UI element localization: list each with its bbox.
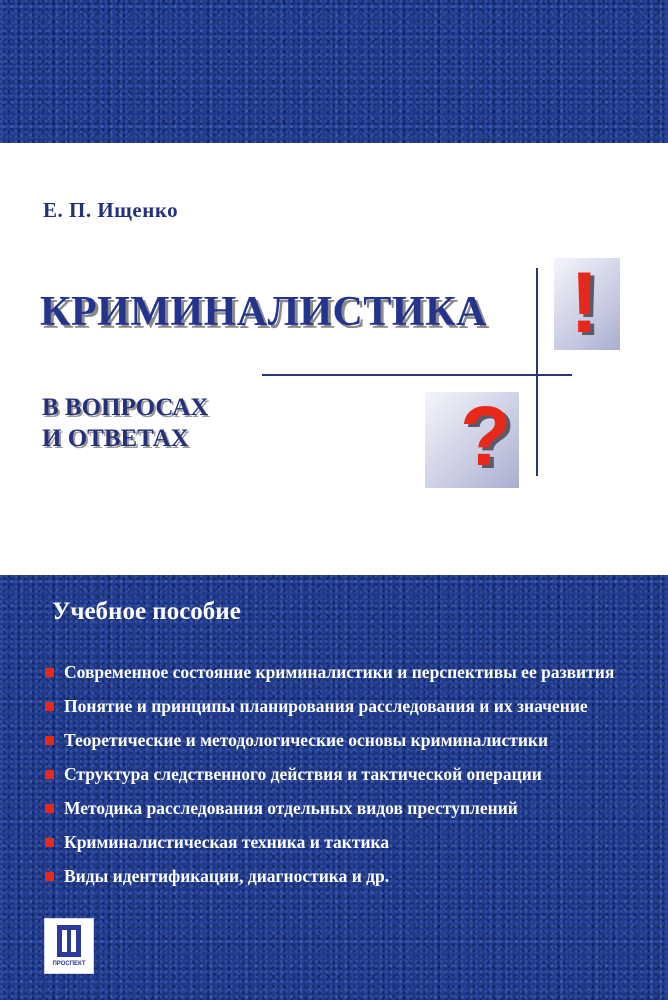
publisher-logo-icon (57, 925, 81, 957)
topic-text: Теоретические и методологические основы криминалистики (64, 729, 549, 750)
red-square-bullet-icon (45, 770, 54, 779)
topic-text: Криминалистическая техника и тактика (64, 831, 390, 852)
red-square-bullet-icon (45, 872, 54, 881)
list-item (45, 825, 614, 859)
subtitle-line-2: И ОТВЕТАХ (42, 425, 189, 452)
list-item (45, 723, 614, 757)
book-title: КРИМИНАЛИСТИКА (40, 289, 487, 335)
topic-text: Понятие и принципы планирования расследования и их значение (64, 695, 588, 716)
topic-text: Методика расследования отдельных видов преступлений (64, 797, 518, 818)
red-square-bullet-icon (45, 804, 54, 813)
list-item (45, 757, 614, 791)
red-square-bullet-icon (45, 736, 54, 745)
question-mark-icon: ? (460, 389, 512, 483)
list-item (45, 791, 614, 825)
publisher-logo (44, 918, 94, 974)
topics-list (45, 655, 614, 893)
topic-text: Виды идентификации, диагностика и др. (64, 865, 390, 886)
list-item (45, 859, 614, 893)
edition-type: Учебное пособие (52, 598, 241, 625)
red-square-bullet-icon (45, 838, 54, 847)
book-subtitle (42, 392, 208, 454)
author-name: Е. П. Ищенко (43, 198, 179, 222)
exclamation-mark-icon: ! (570, 255, 599, 351)
subtitle-line-1: В ВОПРОСАХ (42, 394, 209, 421)
list-item (45, 655, 614, 689)
top-texture-band (0, 0, 668, 143)
cross-horizontal-line (262, 374, 572, 376)
red-square-bullet-icon (45, 668, 54, 677)
topic-text: Современное состояние криминалистики и перспективы ее развития (64, 661, 615, 682)
topic-text: Структура следственного действия и тактической операции (64, 763, 542, 784)
publisher-name: ПРОСПЕКТ (52, 961, 86, 967)
list-item (45, 689, 614, 723)
cross-vertical-line (536, 268, 538, 476)
red-square-bullet-icon (45, 702, 54, 711)
